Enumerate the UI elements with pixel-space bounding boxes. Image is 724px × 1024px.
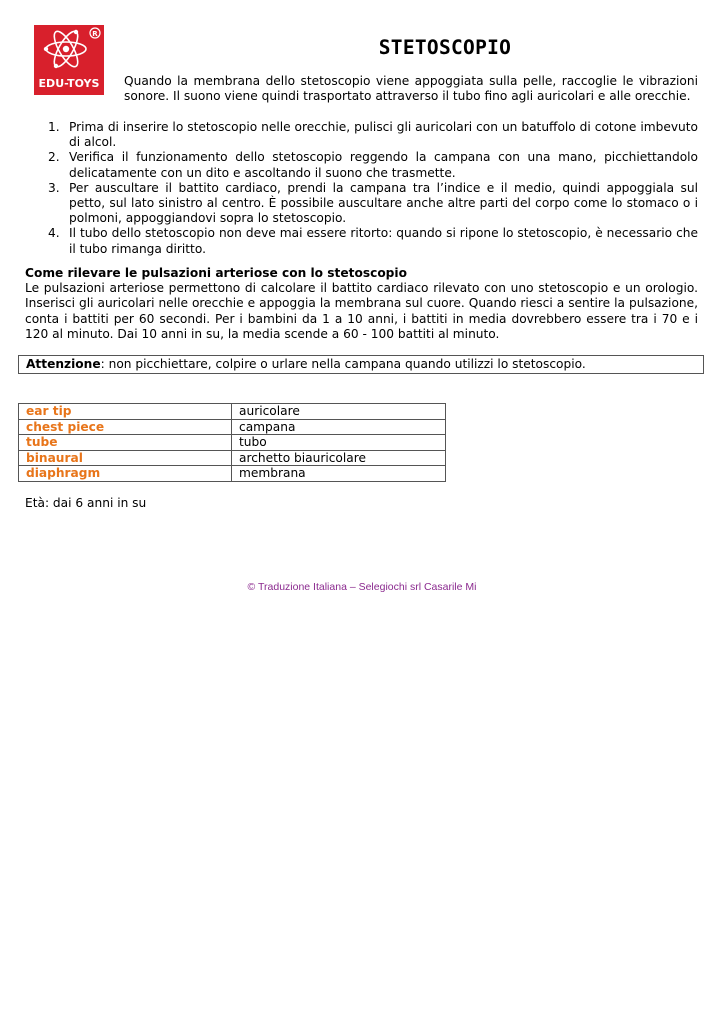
table-row xyxy=(19,404,446,420)
glossary-term-italian: tubo xyxy=(232,435,446,451)
pulse-section-heading: Come rilevare le pulsazioni arteriose con lo stetoscopio xyxy=(25,266,407,280)
list-item-number: 2. xyxy=(48,150,60,165)
pulse-section-body: Le pulsazioni arteriose permettono di calcolare il battito cardiaco rilevato con uno stetoscopio e un orologio. Inserisci gli auricolari nelle orecchie e appoggia la membrana sul cuore. Quando riesci a sentire la pulsazione, conta i battiti per 60 secondi. Per i bambini da 1 a 10 anni, i battiti in media dovrebbero essere tra i 70 e i 120 al minuto. Dai 10 anni in su, la media scende a 60 - 100 battiti al minuto. xyxy=(25,281,698,341)
list-item-number: 3. xyxy=(48,180,60,195)
attention-text: : non picchiettare, colpire o urlare nella campana quando utilizzi lo stetoscopio. xyxy=(100,357,586,371)
list-item-number: 1. xyxy=(48,120,60,134)
glossary-term-italian: campana xyxy=(232,419,446,435)
list-item-text: Prima di inserire lo stetoscopio nelle orecchie, pulisci gli auricolari con un batuffolo di cotone imbevuto di alcol. xyxy=(69,120,698,150)
table-row xyxy=(19,419,446,435)
glossary-term-english: tube xyxy=(19,435,232,451)
glossary-term-italian: archetto biauricolare xyxy=(232,450,446,466)
glossary-table xyxy=(18,403,446,482)
table-row xyxy=(19,435,446,451)
glossary-term-english: binaural xyxy=(19,450,232,466)
age-recommendation: Età: dai 6 anni in su xyxy=(25,496,147,510)
instruction-list xyxy=(25,120,698,257)
attention-box xyxy=(18,355,704,374)
svg-text:EDU-TOYS: EDU-TOYS xyxy=(38,77,100,90)
list-item xyxy=(25,150,698,180)
pulse-section xyxy=(25,266,698,342)
table-row xyxy=(19,466,446,482)
glossary-term-english: chest piece xyxy=(19,419,232,435)
edu-toys-logo xyxy=(34,25,104,95)
list-item-text: Il tubo dello stetoscopio non deve mai essere ritorto: quando si ripone lo stetoscopio, è necessario che il tubo rimanga diritto. xyxy=(69,226,698,256)
list-item-number: 4. xyxy=(48,226,60,241)
svg-text:R: R xyxy=(92,30,98,38)
list-item-text: Per auscultare il battito cardiaco, prendi la campana tra l’indice e il medio, quindi appoggiala sul petto, sul lato sinistro al centro. È possibile auscultare anche altre parti del corpo come lo stomaco o i polmoni, appoggiandovi sopra lo stetoscopio. xyxy=(69,180,698,226)
list-item xyxy=(25,120,698,150)
intro-paragraph: Quando la membrana dello stetoscopio viene appoggiata sulla pelle, raccoglie le vibrazioni sonore. Il suono viene quindi trasportato attraverso il tubo fino agli auricolari e alle orecchie. xyxy=(124,74,698,104)
atom-logo-icon xyxy=(34,25,104,95)
glossary-term-italian: auricolare xyxy=(232,404,446,420)
table-row xyxy=(19,450,446,466)
glossary-term-english: diaphragm xyxy=(19,466,232,482)
list-item xyxy=(25,226,698,256)
page-title: STETOSCOPIO xyxy=(378,36,512,59)
attention-label: Attenzione xyxy=(26,357,101,371)
glossary-term-english: ear tip xyxy=(19,404,232,420)
list-item xyxy=(25,181,698,227)
glossary-term-italian: membrana xyxy=(232,466,446,482)
footer-copyright: © Traduzione Italiana – Selegiochi srl Casarile Mi xyxy=(247,581,477,593)
list-item-text: Verifica il funzionamento dello stetoscopio reggendo la campana con una mano, picchiettandolo delicatamente con un dito e ascoltando il suono che trasmette. xyxy=(69,150,698,180)
